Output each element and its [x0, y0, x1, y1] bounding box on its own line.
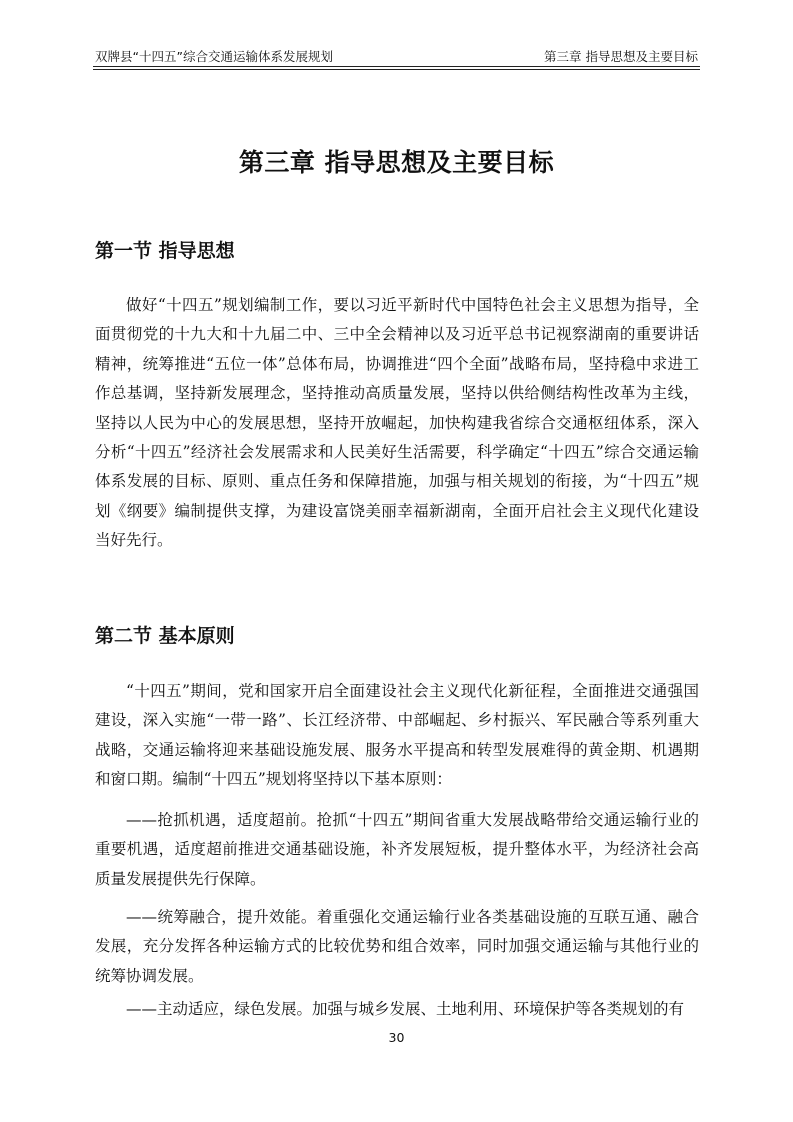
paragraph-principle-seize-opportunity: ——抢抓机遇，适度超前。抢抓“十四五”期间省重大发展战略带给交通运输行业的重要机遇，适度超前推进交通基础设施，补齐发展短板，提升整体水平，为经济社会高质量发展提供先行保障。 — [95, 811, 699, 888]
header-document-title: 双牌县“十四五”综合交通运输体系发展规划 — [95, 49, 333, 64]
section-title-basic-principles: 第二节 基本原则 — [95, 625, 235, 647]
paragraph-principles-intro: “十四五”期间，党和国家开启全面建设社会主义现代化新征程，全面推进交通强国建设，深入实施“一带一路”、长江经济带、中部崛起、乡村振兴、军民融合等系列重大战略，交通运输将迎来基础设施发展、服务水平提高和转型发展难得的黄金期、机遇期和窗口期。编制“十四五”规划将坚持以下基本原则： — [95, 682, 699, 789]
page-number: 30 — [388, 1030, 405, 1045]
header-rule-thick — [93, 66, 700, 67]
paragraph-guiding-ideology: 做好“十四五”规划编制工作，要以习近平新时代中国特色社会主义思想为指导，全面贯彻党的十九大和十九届二中、三中全会精神以及习近平总书记视察湖南的重要讲话精神，统筹推进“五位一体”总体布局，协调推进“四个全面”战略布局，坚持稳中求进工作总基调，坚持新发展理念，坚持推动高质量发展，坚持以供给侧结构性改革为主线，坚持以人民为中心的发展思想，坚持开放崛起，加快构建我省综合交通枢纽体系，深入分析“十四五”经济社会发展需求和人民美好生活需要，科学确定“十四五”综合交通运输体系发展的目标、原则、重点任务和保障措施，加强与相关规划的衔接，为“十四五”规划《纲要》编制提供支撑，为建设富饶美丽幸福新湖南，全面开启社会主义现代化建设当好先行。 — [95, 296, 699, 550]
paragraph-principle-green-development: ——主动适应，绿色发展。加强与城乡发展、土地利用、环境保护等各类规划的有 — [126, 1000, 685, 1018]
header-chapter-title: 第三章 指导思想及主要目标 — [544, 49, 698, 64]
chapter-title: 第三章 指导思想及主要目标 — [238, 148, 555, 177]
section-title-guiding-ideology: 第一节 指导思想 — [95, 240, 235, 262]
header-rule-thin — [93, 69, 700, 70]
page-header — [95, 47, 698, 65]
paragraph-principle-coordination: ——统筹融合，提升效能。着重强化交通运输行业各类基础设施的互联互通、融合发展，充分发挥各种运输方式的比较优势和组合效率，同时加强交通运输与其他行业的统筹协调发展。 — [95, 908, 699, 985]
